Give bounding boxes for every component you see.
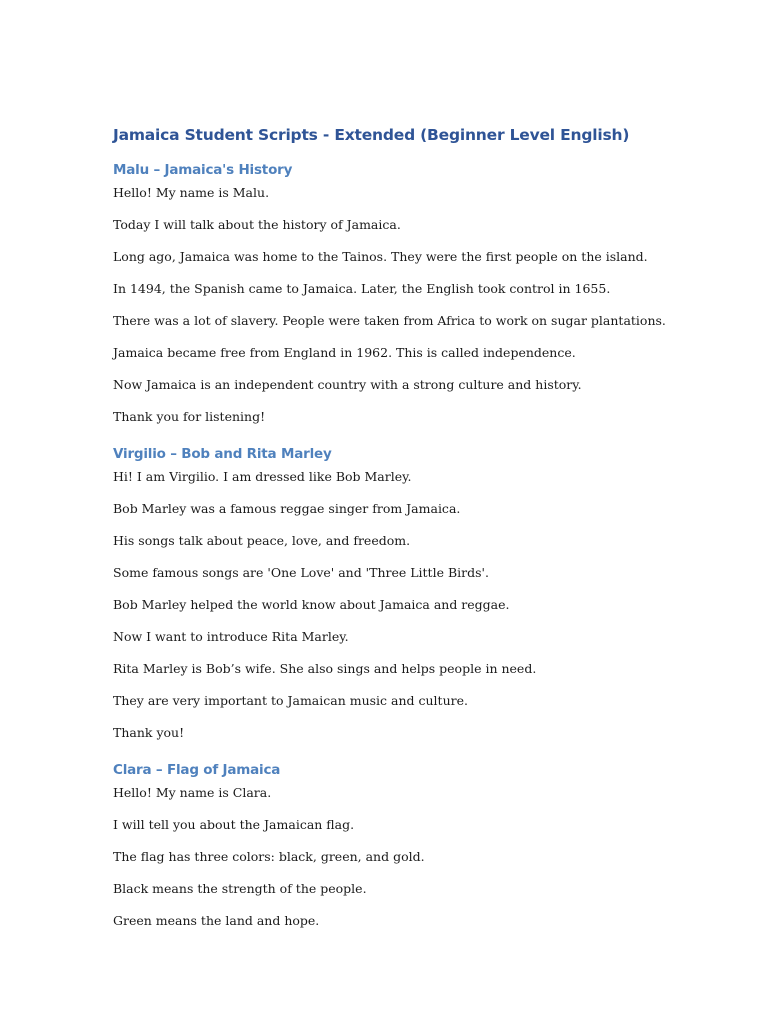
paragraph: Some famous songs are 'One Love' and 'Three Little Birds'. <box>113 565 489 580</box>
paragraph: In 1494, the Spanish came to Jamaica. Later, the English took control in 1655. <box>113 281 611 296</box>
paragraph: Now I want to introduce Rita Marley. <box>113 629 349 644</box>
paragraph: Hello! My name is Clara. <box>113 785 272 800</box>
paragraph: Black means the strength of the people. <box>113 881 367 896</box>
paragraph: Bob Marley was a famous reggae singer from Jamaica. <box>113 501 461 516</box>
paragraph: Thank you! <box>113 725 185 740</box>
section-heading: Malu – Jamaica's History <box>113 162 293 178</box>
paragraph: Hi! I am Virgilio. I am dressed like Bob Marley. <box>113 469 412 484</box>
document-body <box>113 124 673 948</box>
section-heading: Clara – Flag of Jamaica <box>113 762 281 778</box>
section-malu <box>113 160 673 440</box>
paragraph: Green means the land and hope. <box>113 913 320 928</box>
paragraph: Hello! My name is Malu. <box>113 185 270 200</box>
paragraph: Bob Marley helped the world know about Jamaica and reggae. <box>113 597 510 612</box>
paragraph: Thank you for listening! <box>113 409 266 424</box>
paragraph: Rita Marley is Bob’s wife. She also sings and helps people in need. <box>113 661 537 676</box>
paragraph: Now Jamaica is an independent country with a strong culture and history. <box>113 377 582 392</box>
section-heading: Virgilio – Bob and Rita Marley <box>113 446 332 462</box>
section-clara <box>113 760 673 944</box>
document-title: Jamaica Student Scripts - Extended (Beginner Level English) <box>113 126 630 144</box>
paragraph: They are very important to Jamaican music and culture. <box>113 693 468 708</box>
paragraph: Long ago, Jamaica was home to the Tainos. They were the first people on the island. <box>113 249 648 264</box>
paragraph: Jamaica became free from England in 1962. This is called independence. <box>113 345 576 360</box>
paragraph: His songs talk about peace, love, and freedom. <box>113 533 411 548</box>
paragraph: There was a lot of slavery. People were taken from Africa to work on sugar plantations. <box>113 313 666 328</box>
paragraph: I will tell you about the Jamaican flag. <box>113 817 355 832</box>
paragraph: The flag has three colors: black, green, and gold. <box>113 849 425 864</box>
section-virgilio <box>113 444 673 756</box>
paragraph: Today I will talk about the history of Jamaica. <box>113 217 401 232</box>
